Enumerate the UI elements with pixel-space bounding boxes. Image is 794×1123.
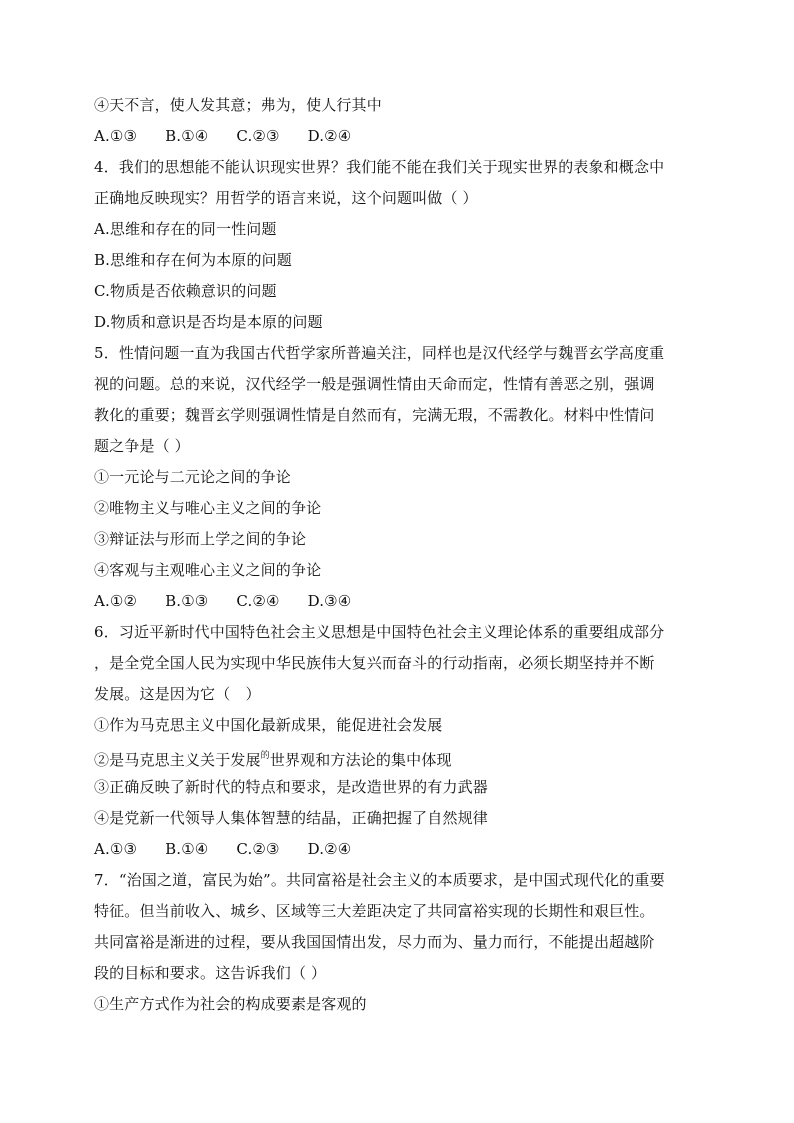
q7-item-1: ①生产方式作为社会的构成要素是客观的: [94, 995, 367, 1013]
q4-stem-line-2: 正确地反映现实？用哲学的语言来说，这个问题叫做（ ）: [94, 189, 478, 207]
exam-page: [94, 90, 706, 1020]
q5-stem-line-3: 教化的重要；魏晋玄学则强调性情是自然而有，完满无瑕，不需教化。材料中性情问: [94, 406, 655, 424]
q5-stem-line-1: 5．性情问题一直为我国古代哲学家所普遍关注，同样也是汉代经学与魏晋玄学高度重: [94, 344, 665, 362]
q5-item-4: ④客观与主观唯心主义之间的争论: [94, 561, 322, 579]
choice-c[interactable]: C.②④: [236, 592, 280, 610]
q4-choice-c[interactable]: C.物质是否依赖意识的问题: [94, 282, 277, 300]
choice-a[interactable]: A.①②: [94, 592, 138, 610]
choice-b[interactable]: B.①④: [165, 840, 209, 858]
q5-item-3: ③辩证法与形而上学之间的争论: [94, 530, 307, 548]
q7-stem-line-4: 段的目标和要求。这告诉我们（ ）: [94, 964, 327, 982]
q5-stem-line-4: 题之争是（ ）: [94, 437, 190, 455]
choice-b[interactable]: B.①④: [165, 127, 209, 145]
q6-stem-line-1: 6．习近平新时代中国特色社会主义思想是中国特色社会主义理论体系的重要组成部分: [94, 623, 665, 641]
q4-choice-d[interactable]: D.物质和意识是否均是本原的问题: [94, 313, 323, 331]
q5-answer-choices: [94, 586, 706, 617]
choice-a[interactable]: A.①③: [94, 127, 138, 145]
q6-answer-choices: [94, 834, 706, 865]
q3-answer-choices: [94, 121, 706, 152]
q4-stem-line-1: 4．我们的思想能不能认识现实世界？我们能不能在我们关于现实世界的表象和概念中: [94, 158, 665, 176]
choice-a[interactable]: A.①③: [94, 840, 138, 858]
q6-item-2-after: 世界观和方法论的集中体现: [269, 751, 452, 769]
q5-stem-line-2: 视的问题。总的来说，汉代经学一般是强调性情由天命而定，性情有善恶之别，强调: [94, 375, 655, 393]
q4-choice-a[interactable]: A.思维和存在的同一性问题: [94, 220, 277, 238]
q5-item-1: ①一元论与二元论之间的争论: [94, 468, 291, 486]
choice-b[interactable]: B.①③: [165, 592, 209, 610]
choice-c[interactable]: C.②③: [236, 127, 280, 145]
q3-option-text-4: ④天不言，使人发其意；弗为，使人行其中: [94, 96, 382, 114]
choice-d[interactable]: D.②④: [307, 127, 352, 145]
q6-item-1: ①作为马克思主义中国化最新成果，能促进社会发展: [94, 716, 443, 734]
q4-choice-b[interactable]: B.思维和存在何为本原的问题: [94, 251, 292, 269]
q6-item-2-before: ②是马克思主义关于发展: [94, 751, 261, 769]
q6-item-2-superscript: 的: [260, 751, 270, 761]
choice-d[interactable]: D.②④: [307, 840, 352, 858]
q6-item-3: ③正确反映了新时代的特点和要求，是改造世界的有力武器: [94, 778, 488, 796]
q6-item-2: [94, 741, 706, 772]
q7-stem-line-2: 特征。但当前收入、城乡、区域等三大差距决定了共同富裕实现的长期性和艰巨性。: [94, 902, 655, 920]
q6-stem-line-2: ，是全党全国人民为实现中华民族伟大复兴而奋斗的行动指南，必须长期坚持并不断: [94, 654, 655, 672]
q7-stem-line-3: 共同富裕是渐进的过程，要从我国国情出发，尽力而为、量力而行，不能提出超越阶: [94, 933, 655, 951]
q5-item-2: ②唯物主义与唯心主义之间的争论: [94, 499, 322, 517]
choice-c[interactable]: C.②③: [236, 840, 280, 858]
choice-d[interactable]: D.③④: [307, 592, 352, 610]
q6-item-4: ④是党新一代领导人集体智慧的结晶，正确把握了自然规律: [94, 809, 488, 827]
q6-stem-line-3: 发展。这是因为它（ ）: [94, 685, 261, 703]
q7-stem-line-1: 7．“治国之道，富民为始”。共同富裕是社会主义的本质要求，是中国式现代化的重要: [94, 871, 665, 889]
